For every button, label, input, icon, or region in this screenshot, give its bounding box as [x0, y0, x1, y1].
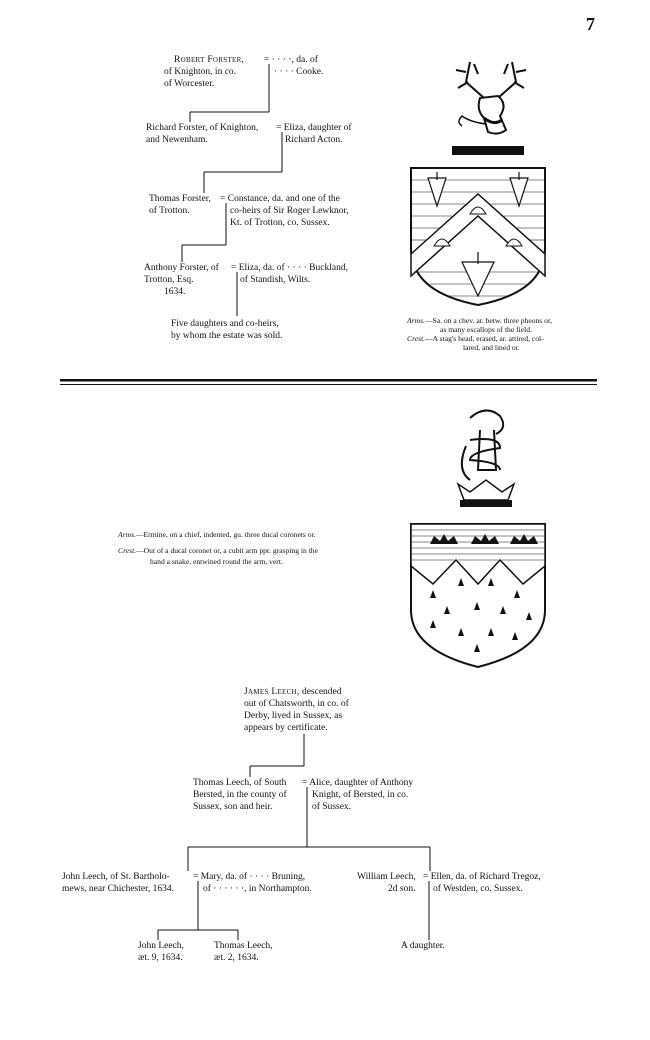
anthony-forster-line1: Anthony Forster, of: [144, 263, 219, 273]
john-leech-wife-line2: of · · · · · ·, in Northampton.: [203, 884, 312, 894]
robert-wife-line1: = · · · ·, da. of: [264, 55, 318, 65]
ducal-coronet: [458, 480, 514, 500]
crest-wreath: [452, 146, 524, 155]
john-leech-line1: John Leech, of St. Bartholo-: [62, 872, 170, 882]
richard-forster-line2: and Newenham.: [146, 135, 208, 145]
richard-wife-line1: = Eliza, daughter of: [276, 123, 352, 133]
john-leech-wife-line1: = Mary, da. of · · · · Bruning,: [193, 872, 306, 882]
leech-coat-of-arms: [411, 410, 545, 667]
william-leech-wife-line1: = Ellen, da. of Richard Tregoz,: [423, 872, 541, 882]
john-leech-jr-line2: æt. 9, 1634.: [138, 953, 183, 963]
john-leech-jr-line1: John Leech,: [138, 941, 184, 951]
william-leech-line1: William Leech,: [357, 872, 416, 882]
arm-and-snake-crest: [462, 410, 503, 480]
james-leech-line3: Derby, lived in Sussex, as: [244, 711, 343, 721]
stag-head-crest: [456, 62, 526, 134]
forster-issue-line2: by whom the estate was sold.: [171, 331, 283, 341]
anthony-wife-line1: = Eliza, da. of · · · · Buckland,: [231, 263, 348, 273]
forster-arms-caption-2: as many escallops of the field.: [440, 325, 532, 334]
forster-crest-caption: Crest.—A stag's head, erased, ar. attired, col-: [407, 334, 544, 343]
thomas-leech-line3: Sussex, son and heir.: [193, 802, 273, 812]
richard-wife-line2: Richard Acton.: [285, 135, 343, 145]
forster-coat-of-arms: [411, 62, 545, 305]
thomas-wife-line3: Kt. of Trotton, co. Sussex.: [230, 218, 330, 228]
anthony-wife-line2: of Standish, Wilts.: [240, 275, 311, 285]
thomas-leech-line1: Thomas Leech, of South: [193, 778, 287, 788]
thomas-forster-line1: Thomas Forster,: [149, 194, 211, 204]
james-leech-line1: James Leech, descended: [244, 687, 342, 697]
section-divider: [60, 379, 597, 385]
anthony-forster-line3: 1634.: [164, 287, 186, 297]
leech-daughter: A daughter.: [401, 941, 445, 951]
thomas-leech-wife-line3: of Sussex.: [312, 802, 352, 812]
page-number: 7: [586, 14, 595, 34]
leech-crest-caption: Crest.—Out of a ducal coronet or, a cubit arm ppr. grasping in the: [118, 546, 318, 555]
thomas-leech-jr-line2: æt. 2, 1634.: [214, 953, 259, 963]
thomas-wife-line2: co-heirs of Sir Roger Lewknor,: [230, 206, 349, 216]
thomas-forster-line2: of Trotton.: [149, 206, 190, 216]
leech-crest-caption-2: hand a snake, entwined round the arm, vert.: [150, 557, 283, 566]
robert-forster-line2: of Knighton, in co.: [164, 67, 237, 77]
william-leech-wife-line2: of Westden, co. Sussex.: [433, 884, 523, 894]
william-leech-line2: 2d son.: [388, 884, 416, 894]
james-leech-line2: out of Chatsworth, in co. of: [244, 699, 349, 709]
forster-crest-caption-2: lared, and lined or.: [463, 343, 520, 352]
thomas-wife-line1: = Constance, da. and one of the: [220, 194, 340, 204]
robert-forster-name: Robert Forster,: [174, 55, 245, 65]
leech-descent-lines: [158, 734, 430, 940]
anthony-forster-line2: Trotton, Esq.: [144, 275, 194, 285]
thomas-leech-wife-line2: Knight, of Bersted, in co.: [312, 790, 409, 800]
richard-forster-line1: Richard Forster, of Knighton,: [146, 123, 259, 133]
thomas-leech-jr-line1: Thomas Leech,: [214, 941, 273, 951]
thomas-leech-line2: Bersted, in the county of: [193, 790, 287, 800]
robert-forster-line3: of Worcester.: [164, 79, 215, 89]
thomas-leech-wife-line1: = Alice, daughter of Anthony: [302, 778, 414, 788]
forster-arms-caption: Arms.—Sa. on a chev. ar. betw. three pheons or,: [407, 316, 553, 325]
forster-issue-line1: Five daughters and co-heirs,: [171, 319, 279, 329]
john-leech-line2: mews, near Chichester, 1634.: [62, 884, 175, 894]
robert-wife-line2: · · · · Cooke.: [274, 67, 324, 77]
forster-descent-lines: [182, 64, 282, 316]
james-leech-line4: appears by certificate.: [244, 723, 328, 733]
leech-arms-caption: Arms.—Ermine, on a chief, indented, gu. three ducal coronets or.: [118, 530, 316, 539]
